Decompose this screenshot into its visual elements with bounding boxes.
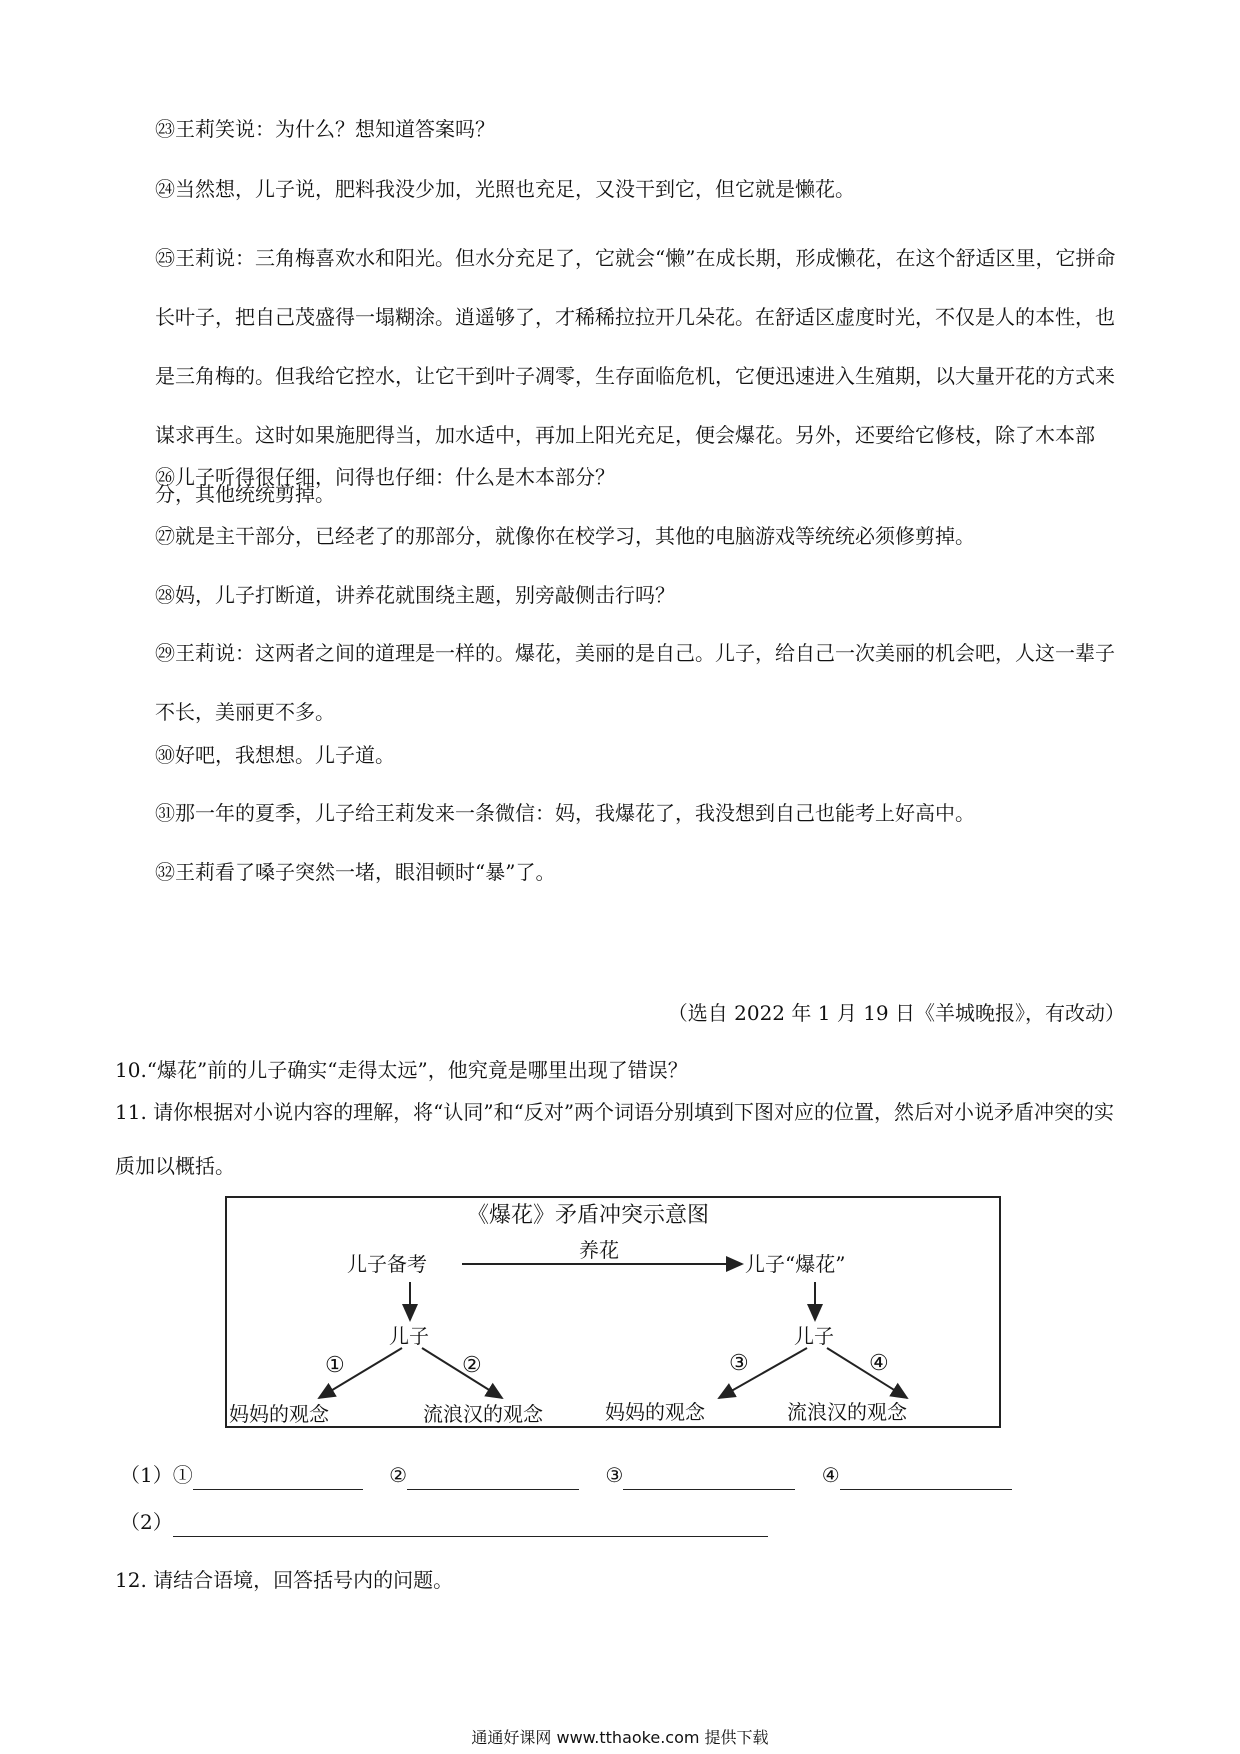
diagram-num-1: ① bbox=[325, 1353, 345, 1378]
paragraph-27: ㉗就是主干部分，已经老了的那部分，就像你在校学习，其他的电脑游戏等统统必须修剪掉。 bbox=[155, 524, 975, 548]
diagram-num-3: ③ bbox=[729, 1351, 749, 1376]
paragraph-31: ㉛那一年的夏季，儿子给王莉发来一条微信：妈，我爆花了，我没想到自己也能考上好高中。 bbox=[155, 801, 975, 825]
paragraph-23: ㉓王莉笑说：为什么？想知道答案吗？ bbox=[155, 117, 495, 141]
question-12: 12. 请结合语境，回答括号内的问题。 bbox=[115, 1568, 454, 1592]
paragraph-29: ㉙王莉说：这两者之间的道理是一样的。爆花，美丽的是自己。儿子，给自己一次美丽的机会吧，人这一辈子不长，美丽更不多。 bbox=[155, 641, 1115, 724]
question-11: 11. 请你根据对小说内容的理解，将“认同”和“反对”两个词语分别填到下图对应的位置，然后对小说矛盾冲突的实质加以概括。 bbox=[115, 1100, 1115, 1178]
paragraph-26: ㉖儿子听得很仔细，问得也仔细：什么是木本部分？ bbox=[155, 465, 615, 489]
diagram-right-top: 儿子“爆花” bbox=[745, 1252, 846, 1276]
paragraph-24: ㉔当然想，儿子说，肥料我没少加，光照也充足，又没干到它，但它就是懒花。 bbox=[155, 177, 855, 201]
answer-blank-1[interactable] bbox=[193, 1467, 363, 1490]
diagram-title: 《爆花》矛盾冲突示意图 bbox=[467, 1203, 710, 1228]
diagram-num-2: ② bbox=[462, 1353, 482, 1378]
arrow-4 bbox=[827, 1348, 907, 1398]
paragraph-30: ㉚好吧，我想想。儿子道。 bbox=[155, 743, 395, 767]
answer-4-label: ④ bbox=[821, 1463, 840, 1487]
diagram-num-4: ④ bbox=[869, 1351, 889, 1376]
answer-blank-4[interactable] bbox=[840, 1467, 1012, 1490]
question-10: 10.“爆花”前的儿子确实“走得太远”，他究竟是哪里出现了错误？ bbox=[115, 1058, 688, 1082]
diagram-right-right: 流浪汉的观念 bbox=[787, 1400, 907, 1424]
paragraph-28: ㉘妈，儿子打断道，讲养花就围绕主题，别旁敲侧击行吗？ bbox=[155, 583, 675, 607]
answer-blank-3[interactable] bbox=[623, 1467, 795, 1490]
source-citation: （选自 2022 年 1 月 19 日《羊城晚报》，有改动） bbox=[667, 1001, 1125, 1025]
answer-blank-2[interactable] bbox=[407, 1467, 579, 1490]
answer-2-label: ② bbox=[389, 1463, 408, 1487]
conflict-diagram bbox=[225, 1196, 1001, 1428]
diagram-right-left: 妈妈的观念 bbox=[605, 1400, 705, 1424]
diagram-left-right: 流浪汉的观念 bbox=[423, 1402, 543, 1426]
diagram-arrows bbox=[227, 1198, 1003, 1430]
diagram-left-mid: 儿子 bbox=[389, 1324, 429, 1348]
page-footer: 通通好课网 www.tthaoke.com 提供下载 bbox=[471, 1728, 769, 1747]
answer-1-label: （1）① bbox=[120, 1463, 193, 1487]
answer-row-1 bbox=[120, 1460, 1012, 1490]
answer-blank-summary[interactable] bbox=[173, 1514, 768, 1537]
answer-3-label: ③ bbox=[605, 1463, 624, 1487]
answer-summary-label: （2） bbox=[120, 1510, 173, 1534]
diagram-left-top: 儿子备考 bbox=[347, 1252, 427, 1276]
paragraph-25-text: ㉕王莉说：三角梅喜欢水和阳光。但水分充足了，它就会“懒”在成长期，形成懒花，在这个舒适区里，它拼命长叶子，把自己茂盛得一塌糊涂。逍遥够了，才稀稀拉拉开几朵花。在舒适区虚度时光，不仅是人的本性，也是三角梅的。但我给它控水，让它干到叶子凋零，生存面临危机，它便迅速进入生殖期，以大量开花的方式来谋求再生。这时如果施肥得当，加水适中，再加上阳光充足，便会爆花。另外，还要给它修枝，除了木本部分，其他统统剪掉。 bbox=[155, 246, 1116, 506]
paragraph-32: ㉜王莉看了嗓子突然一堵，眼泪顿时“暴”了。 bbox=[155, 860, 556, 884]
answer-row-2 bbox=[120, 1507, 768, 1537]
diagram-left-left: 妈妈的观念 bbox=[229, 1402, 329, 1426]
diagram-right-mid: 儿子 bbox=[794, 1324, 834, 1348]
diagram-arrow-label: 养花 bbox=[579, 1238, 619, 1262]
